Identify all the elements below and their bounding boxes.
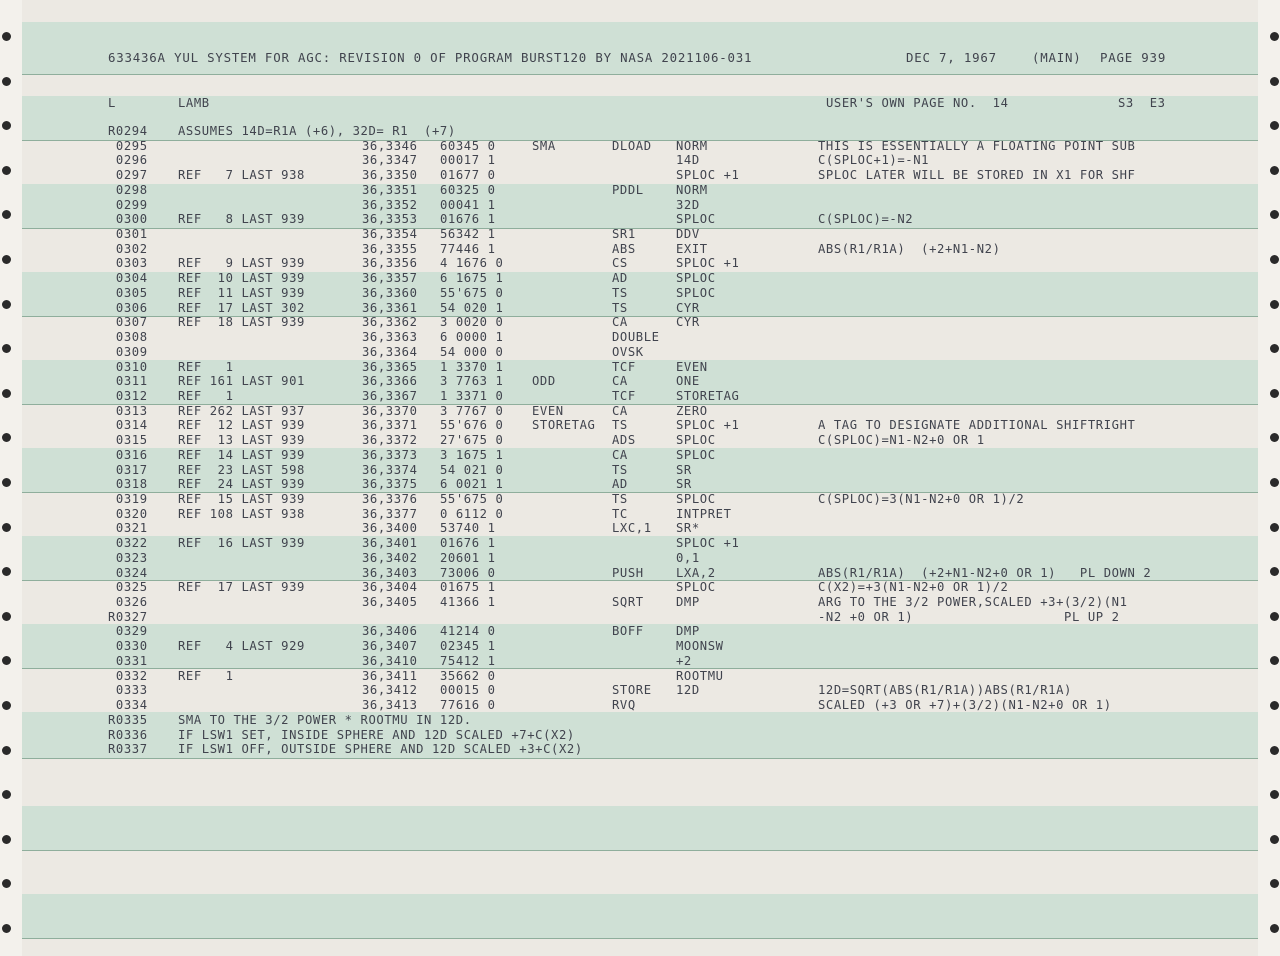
line-number: 0310 xyxy=(108,360,148,374)
line-number: 0331 xyxy=(108,654,148,668)
operand-field: SR* xyxy=(676,521,700,535)
octal-word: 77616 0 xyxy=(440,698,496,712)
octal-word: 54 020 1 xyxy=(440,301,504,315)
listing-page-number: PAGE 939 xyxy=(1100,50,1167,65)
octal-word: 55'676 0 xyxy=(440,418,504,432)
ref-field: REF 161 LAST 901 xyxy=(178,374,305,388)
comment-field: THIS IS ESSENTIALLY A FLOATING POINT SUB xyxy=(818,139,1136,153)
paper-rule-line xyxy=(22,938,1258,939)
address-field: 36,3401 xyxy=(362,536,418,550)
line-number: 0301 xyxy=(108,227,148,241)
octal-word: 6 0021 1 xyxy=(440,477,504,491)
address-field: 36,3374 xyxy=(362,463,418,477)
operand-field: EVEN xyxy=(676,360,708,374)
address-field: 36,3367 xyxy=(362,389,418,403)
tractor-hole xyxy=(1270,433,1279,442)
line-number: 0329 xyxy=(108,624,148,638)
octal-word: 00041 1 xyxy=(440,198,496,212)
subheader-lamb: LAMB xyxy=(178,96,210,110)
line-number: 0317 xyxy=(108,463,148,477)
paper-green-band xyxy=(22,894,1258,938)
paper-rule-line xyxy=(22,758,1258,759)
line-number: 0304 xyxy=(108,271,148,285)
octal-word: 6 1675 1 xyxy=(440,271,504,285)
ref-field: IF LSW1 OFF, OUTSIDE SPHERE AND 12D SCALED +3+C(X2) xyxy=(178,742,583,756)
operand-field: SR xyxy=(676,463,692,477)
sheet-code: S3 E3 xyxy=(1118,96,1166,110)
octal-word: 1 3370 1 xyxy=(440,360,504,374)
tractor-hole xyxy=(1270,77,1279,86)
comment-field: SCALED (+3 OR +7)+(3/2)(N1-N2+0 OR 1) xyxy=(818,698,1112,712)
tractor-hole xyxy=(1270,746,1279,755)
ref-field: REF 8 LAST 939 xyxy=(178,212,305,226)
tractor-hole xyxy=(2,121,11,130)
opcode-field: OVSK xyxy=(612,345,644,359)
address-field: 36,3354 xyxy=(362,227,418,241)
line-number: 0303 xyxy=(108,256,148,270)
ref-field: IF LSW1 SET, INSIDE SPHERE AND 12D SCALED +7+C(X2) xyxy=(178,728,575,742)
line-number: 0305 xyxy=(108,286,148,300)
tractor-hole xyxy=(2,701,11,710)
tractor-hole xyxy=(2,478,11,487)
ref-field: REF 12 LAST 939 xyxy=(178,418,305,432)
address-field: 36,3410 xyxy=(362,654,418,668)
line-number: 0316 xyxy=(108,448,148,462)
paper-green-band xyxy=(22,806,1258,850)
opcode-field: CA xyxy=(612,374,628,388)
tractor-hole xyxy=(1270,300,1279,309)
operand-field: 32D xyxy=(676,198,700,212)
address-field: 36,3366 xyxy=(362,374,418,388)
operand-field: 14D xyxy=(676,153,700,167)
line-number: 0318 xyxy=(108,477,148,491)
address-field: 36,3356 xyxy=(362,256,418,270)
octal-word: 00017 1 xyxy=(440,153,496,167)
octal-word: 54 021 0 xyxy=(440,463,504,477)
label-field: SMA xyxy=(532,139,556,153)
comment-field: ABS(R1/R1A) (+2+N1-N2) xyxy=(818,242,1001,256)
operand-field: INTPRET xyxy=(676,507,732,521)
ref-field: SMA TO THE 3/2 POWER * ROOTMU IN 12D. xyxy=(178,713,472,727)
octal-word: 3 1675 1 xyxy=(440,448,504,462)
tractor-hole xyxy=(2,255,11,264)
operand-field: LXA,2 xyxy=(676,566,716,580)
tractor-hole xyxy=(1270,32,1279,41)
opcode-field: DLOAD xyxy=(612,139,652,153)
address-field: 36,3347 xyxy=(362,153,418,167)
address-field: 36,3373 xyxy=(362,448,418,462)
octal-word: 4 1676 0 xyxy=(440,256,504,270)
line-number: 0295 xyxy=(108,139,148,153)
line-number: 0299 xyxy=(108,198,148,212)
ref-field: REF 14 LAST 939 xyxy=(178,448,305,462)
octal-word: 02345 1 xyxy=(440,639,496,653)
operand-field: DMP xyxy=(676,624,700,638)
octal-word: 41366 1 xyxy=(440,595,496,609)
line-number: 0297 xyxy=(108,168,148,182)
octal-word: 41214 0 xyxy=(440,624,496,638)
ref-field: REF 262 LAST 937 xyxy=(178,404,305,418)
ref-field: REF 1 xyxy=(178,669,234,683)
tractor-hole xyxy=(1270,924,1279,933)
line-number: 0314 xyxy=(108,418,148,432)
tractor-hole xyxy=(1270,835,1279,844)
address-field: 36,3363 xyxy=(362,330,418,344)
label-field: ODD xyxy=(532,374,556,388)
operand-field: ROOTMU xyxy=(676,669,724,683)
tractor-hole xyxy=(2,567,11,576)
address-field: 36,3365 xyxy=(362,360,418,374)
ref-field: REF 13 LAST 939 xyxy=(178,433,305,447)
operand-field: NORM xyxy=(676,183,708,197)
operand-field: STORETAG xyxy=(676,389,740,403)
tractor-hole xyxy=(2,790,11,799)
opcode-field: BOFF xyxy=(612,624,644,638)
address-field: 36,3350 xyxy=(362,168,418,182)
opcode-field: CA xyxy=(612,315,628,329)
octal-word: 3 7763 1 xyxy=(440,374,504,388)
opcode-field: CA xyxy=(612,448,628,462)
octal-word: 73006 0 xyxy=(440,566,496,580)
octal-word: 27'675 0 xyxy=(440,433,504,447)
octal-word: 1 3371 0 xyxy=(440,389,504,403)
octal-word: 53740 1 xyxy=(440,521,496,535)
operand-field: SR xyxy=(676,477,692,491)
address-field: 36,3375 xyxy=(362,477,418,491)
line-number: 0325 xyxy=(108,580,148,594)
operand-field: ONE xyxy=(676,374,700,388)
comment-field: C(SPLOC)=3(N1-N2+0 OR 1)/2 xyxy=(818,492,1025,506)
line-number: 0306 xyxy=(108,301,148,315)
tractor-hole xyxy=(1270,255,1279,264)
line-number: 0333 xyxy=(108,683,148,697)
address-field: 36,3406 xyxy=(362,624,418,638)
address-field: 36,3407 xyxy=(362,639,418,653)
address-field: 36,3402 xyxy=(362,551,418,565)
octal-word: 35662 0 xyxy=(440,669,496,683)
octal-word: 00015 0 xyxy=(440,683,496,697)
tractor-hole xyxy=(2,344,11,353)
ref-field: REF 11 LAST 939 xyxy=(178,286,305,300)
tractor-hole xyxy=(2,879,11,888)
line-number: 0302 xyxy=(108,242,148,256)
operand-field: CYR xyxy=(676,315,700,329)
octal-word: 01676 1 xyxy=(440,212,496,226)
operand-field: SPLOC xyxy=(676,433,716,447)
operand-field: SPLOC xyxy=(676,286,716,300)
comment-field: SPLOC LATER WILL BE STORED IN X1 FOR SHF xyxy=(818,168,1136,182)
octal-word: 60325 0 xyxy=(440,183,496,197)
address-field: 36,3377 xyxy=(362,507,418,521)
address-field: 36,3376 xyxy=(362,492,418,506)
octal-word: 6 0000 1 xyxy=(440,330,504,344)
ref-field: REF 17 LAST 939 xyxy=(178,580,305,594)
tractor-hole xyxy=(1270,612,1279,621)
tractor-hole xyxy=(2,300,11,309)
tractor-hole xyxy=(2,835,11,844)
line-number: 0324 xyxy=(108,566,148,580)
octal-word: 01675 1 xyxy=(440,580,496,594)
address-field: 36,3362 xyxy=(362,315,418,329)
address-field: 36,3412 xyxy=(362,683,418,697)
opcode-field: CS xyxy=(612,256,628,270)
left-tractor-strip xyxy=(0,0,22,956)
tractor-hole xyxy=(2,166,11,175)
opcode-field: STORE xyxy=(612,683,652,697)
tractor-hole xyxy=(1270,567,1279,576)
tractor-hole xyxy=(1270,389,1279,398)
tractor-hole xyxy=(2,389,11,398)
tractor-hole xyxy=(2,77,11,86)
opcode-field: TS xyxy=(612,418,628,432)
opcode-field: SQRT xyxy=(612,595,644,609)
octal-word: 75412 1 xyxy=(440,654,496,668)
listing-section: (MAIN) xyxy=(1032,50,1082,65)
opcode-field: PUSH xyxy=(612,566,644,580)
tractor-hole xyxy=(2,746,11,755)
octal-word: 77446 1 xyxy=(440,242,496,256)
line-number: R0336 xyxy=(108,728,148,742)
operand-field: SPLOC xyxy=(676,212,716,226)
opcode-field: RVQ xyxy=(612,698,636,712)
paper-green-band xyxy=(22,22,1258,74)
right-tractor-strip xyxy=(1258,0,1280,956)
ref-field: REF 9 LAST 939 xyxy=(178,256,305,270)
operand-field: SPLOC +1 xyxy=(676,418,740,432)
line-number: 0332 xyxy=(108,669,148,683)
octal-word: 60345 0 xyxy=(440,139,496,153)
address-field: 36,3361 xyxy=(362,301,418,315)
line-number: 0326 xyxy=(108,595,148,609)
comment-field: 12D=SQRT(ABS(R1/R1A))ABS(R1/R1A) xyxy=(818,683,1072,697)
ref-field: REF 18 LAST 939 xyxy=(178,315,305,329)
line-number: 0323 xyxy=(108,551,148,565)
address-field: 36,3413 xyxy=(362,698,418,712)
address-field: 36,3360 xyxy=(362,286,418,300)
opcode-field: AD xyxy=(612,271,628,285)
comment-field: C(SPLOC)=N1-N2+0 OR 1 xyxy=(818,433,985,447)
address-field: 36,3400 xyxy=(362,521,418,535)
operand-field: MOONSW xyxy=(676,639,724,653)
tractor-hole xyxy=(2,523,11,532)
ref-field: REF 4 LAST 929 xyxy=(178,639,305,653)
tractor-hole xyxy=(1270,344,1279,353)
printout-sheet xyxy=(22,0,1258,956)
opcode-field: ABS xyxy=(612,242,636,256)
line-number: 0322 xyxy=(108,536,148,550)
tractor-hole xyxy=(2,656,11,665)
comment-field: C(X2)=+3(N1-N2+0 OR 1)/2 xyxy=(818,580,1009,594)
comment-field: ABS(R1/R1A) (+2+N1-N2+0 OR 1) PL DOWN 2 xyxy=(818,566,1152,580)
subheader-l: L xyxy=(108,96,116,110)
operand-field: SPLOC xyxy=(676,448,716,462)
ref-field: REF 23 LAST 598 xyxy=(178,463,305,477)
line-number: 0334 xyxy=(108,698,148,712)
line-number: 0311 xyxy=(108,374,148,388)
tractor-hole xyxy=(1270,166,1279,175)
line-number: 0296 xyxy=(108,153,148,167)
address-field: 36,3353 xyxy=(362,212,418,226)
line-number: 0307 xyxy=(108,315,148,329)
paper-rule-line xyxy=(22,850,1258,851)
line-number: 0312 xyxy=(108,389,148,403)
tractor-hole xyxy=(1270,121,1279,130)
line-number: 0320 xyxy=(108,507,148,521)
operand-field: SPLOC xyxy=(676,271,716,285)
ref-field: REF 1 xyxy=(178,389,234,403)
ref-field: REF 16 LAST 939 xyxy=(178,536,305,550)
address-field: 36,3405 xyxy=(362,595,418,609)
operand-field: NORM xyxy=(676,139,708,153)
opcode-field: LXC,1 xyxy=(612,521,652,535)
opcode-field: SR1 xyxy=(612,227,636,241)
tractor-hole xyxy=(1270,701,1279,710)
address-field: 36,3371 xyxy=(362,418,418,432)
octal-word: 54 000 0 xyxy=(440,345,504,359)
listing-title: 633436A YUL SYSTEM FOR AGC: REVISION 0 OF PROGRAM BURST120 BY NASA 2021106-031 xyxy=(108,50,753,65)
address-field: 36,3346 xyxy=(362,139,418,153)
address-field: 36,3355 xyxy=(362,242,418,256)
tractor-hole xyxy=(2,612,11,621)
tractor-hole xyxy=(2,924,11,933)
opcode-field: TS xyxy=(612,463,628,477)
address-field: 36,3403 xyxy=(362,566,418,580)
ref-field: ASSUMES 14D=R1A (+6), 32D= R1 (+7) xyxy=(178,124,456,138)
line-number: 0298 xyxy=(108,183,148,197)
line-number: R0337 xyxy=(108,742,148,756)
opcode-field: PDDL xyxy=(612,183,644,197)
line-number: 0315 xyxy=(108,433,148,447)
opcode-field: ADS xyxy=(612,433,636,447)
operand-field: +2 xyxy=(676,654,692,668)
operand-field: DDV xyxy=(676,227,700,241)
ref-field: REF 1 xyxy=(178,360,234,374)
line-number: 0330 xyxy=(108,639,148,653)
octal-word: 55'675 0 xyxy=(440,492,504,506)
operand-field: ZERO xyxy=(676,404,708,418)
address-field: 36,3351 xyxy=(362,183,418,197)
opcode-field: TCF xyxy=(612,389,636,403)
octal-word: 3 0020 0 xyxy=(440,315,504,329)
operand-field: DMP xyxy=(676,595,700,609)
paper-rule-line xyxy=(22,228,1258,229)
label-field: STORETAG xyxy=(532,418,596,432)
line-number: 0313 xyxy=(108,404,148,418)
line-number: 0319 xyxy=(108,492,148,506)
address-field: 36,3411 xyxy=(362,669,418,683)
opcode-field: TCF xyxy=(612,360,636,374)
opcode-field: CA xyxy=(612,404,628,418)
tractor-hole xyxy=(1270,790,1279,799)
address-field: 36,3357 xyxy=(362,271,418,285)
comment-field: C(SPLOC+1)=-N1 xyxy=(818,153,930,167)
operand-field: CYR xyxy=(676,301,700,315)
comment-field: C(SPLOC)=-N2 xyxy=(818,212,914,226)
users-page-number: USER'S OWN PAGE NO. 14 xyxy=(826,96,1009,110)
opcode-field: TS xyxy=(612,492,628,506)
comment-field: A TAG TO DESIGNATE ADDITIONAL SHIFTRIGHT xyxy=(818,418,1136,432)
operand-field: SPLOC +1 xyxy=(676,168,740,182)
octal-word: 01677 0 xyxy=(440,168,496,182)
address-field: 36,3352 xyxy=(362,198,418,212)
listing-date: DEC 7, 1967 xyxy=(906,50,997,65)
operand-field: SPLOC +1 xyxy=(676,256,740,270)
label-field: EVEN xyxy=(532,404,564,418)
line-number: 0300 xyxy=(108,212,148,226)
comment-field: -N2 +0 OR 1) PL UP 2 xyxy=(818,610,1120,624)
address-field: 36,3404 xyxy=(362,580,418,594)
comment-field: ARG TO THE 3/2 POWER,SCALED +3+(3/2)(N1 xyxy=(818,595,1128,609)
line-number: R0327 xyxy=(108,610,148,624)
ref-field: REF 15 LAST 939 xyxy=(178,492,305,506)
ref-field: REF 24 LAST 939 xyxy=(178,477,305,491)
paper-rule-line xyxy=(22,74,1258,75)
operand-field: SPLOC xyxy=(676,492,716,506)
opcode-field: TC xyxy=(612,507,628,521)
ref-field: REF 108 LAST 938 xyxy=(178,507,305,521)
tractor-hole xyxy=(2,32,11,41)
tractor-hole xyxy=(1270,879,1279,888)
line-number: 0308 xyxy=(108,330,148,344)
tractor-hole xyxy=(2,210,11,219)
ref-field: REF 17 LAST 302 xyxy=(178,301,305,315)
opcode-field: TS xyxy=(612,301,628,315)
octal-word: 55'675 0 xyxy=(440,286,504,300)
octal-word: 01676 1 xyxy=(440,536,496,550)
operand-field: SPLOC +1 xyxy=(676,536,740,550)
opcode-field: AD xyxy=(612,477,628,491)
operand-field: SPLOC xyxy=(676,580,716,594)
octal-word: 3 7767 0 xyxy=(440,404,504,418)
opcode-field: TS xyxy=(612,286,628,300)
address-field: 36,3370 xyxy=(362,404,418,418)
line-number: 0309 xyxy=(108,345,148,359)
operand-field: 12D xyxy=(676,683,700,697)
operand-field: EXIT xyxy=(676,242,708,256)
ref-field: REF 10 LAST 939 xyxy=(178,271,305,285)
tractor-hole xyxy=(2,433,11,442)
opcode-field: DOUBLE xyxy=(612,330,660,344)
octal-word: 0 6112 0 xyxy=(440,507,504,521)
address-field: 36,3364 xyxy=(362,345,418,359)
tractor-hole xyxy=(1270,210,1279,219)
tractor-hole xyxy=(1270,656,1279,665)
address-field: 36,3372 xyxy=(362,433,418,447)
ref-field: REF 7 LAST 938 xyxy=(178,168,305,182)
line-number: R0335 xyxy=(108,713,148,727)
octal-word: 20601 1 xyxy=(440,551,496,565)
line-number: 0321 xyxy=(108,521,148,535)
tractor-hole xyxy=(1270,478,1279,487)
octal-word: 56342 1 xyxy=(440,227,496,241)
operand-field: 0,1 xyxy=(676,551,700,565)
line-number: R0294 xyxy=(108,124,148,138)
tractor-hole xyxy=(1270,523,1279,532)
